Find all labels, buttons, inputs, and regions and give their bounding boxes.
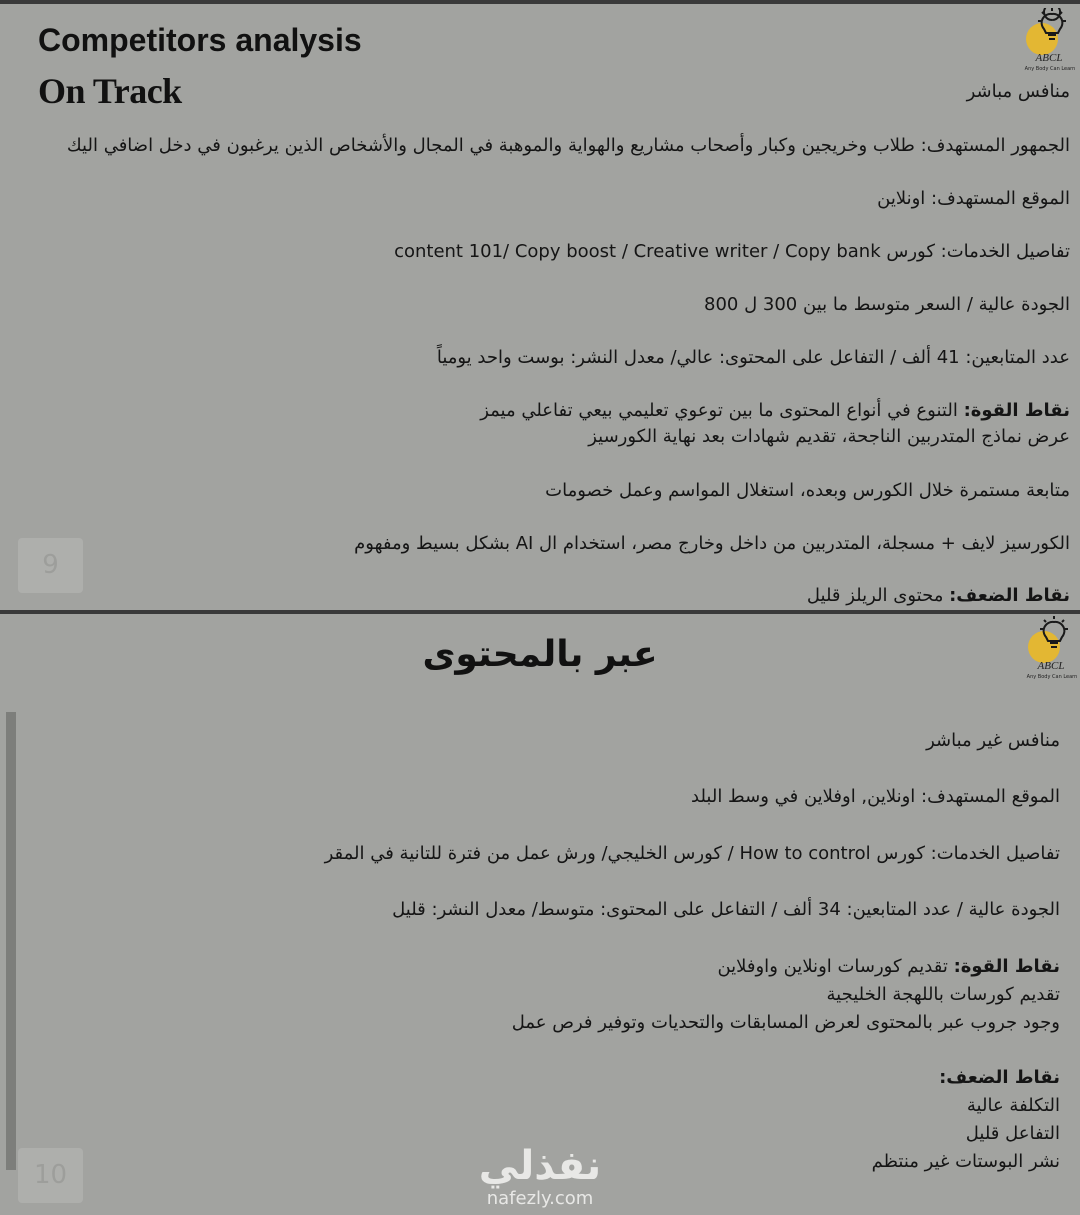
weakness-item: التفاعل قليل — [965, 1123, 1060, 1144]
logo-name: ABCL — [1035, 52, 1063, 64]
followers-engagement: عدد المتابعين: 41 ألف / التفاعل على المحتوى: عالي/ معدل النشر: بوست واحد يومياً — [436, 347, 1070, 368]
nafezly-watermark — [440, 1143, 640, 1209]
weakness-item: التكلفة عالية — [966, 1095, 1060, 1116]
strength-item: متابعة مستمرة خلال الكورس وبعده، استغلال المواسم وعمل خصومات — [545, 480, 1070, 501]
logo-tagline: Any Body Can Learn — [1026, 674, 1078, 680]
page-number: 9 — [18, 538, 83, 593]
quality-followers: الجودة عالية / عدد المتابعين: 34 ألف / التفاعل على المحتوى: متوسط/ معدل النشر: قليل — [392, 899, 1060, 920]
services-details — [325, 840, 1060, 868]
logo-tagline: Any Body Can Learn — [1024, 66, 1076, 72]
weaknesses-label: نقاط الضعف: — [939, 1067, 1060, 1088]
weaknesses-label-line — [939, 1064, 1060, 1092]
audience-label: الجمهور المستهدف: — [920, 135, 1070, 156]
strength-item: عرض نماذج المتدربين الناجحة، تقديم شهادات بعد نهاية الكورسيز — [588, 426, 1070, 447]
strength-item: التنوع في أنواع المحتوى ما بين توعوي تعليمي بيعي تفاعلي ميمز — [480, 400, 958, 421]
location-text: اونلاين — [877, 188, 926, 209]
page-number: 10 — [18, 1148, 83, 1203]
location-label: الموقع المستهدف: — [931, 188, 1070, 209]
weakness-item: محتوى الريلز قليل — [806, 585, 944, 606]
lightbulb-icon — [1016, 8, 1080, 56]
services-label: تفاصيل الخدمات: — [940, 241, 1070, 262]
strength-item: وجود جروب عبر بالمحتوى لعرض المسابقات والتحديات وتوفير فرص عمل — [511, 1012, 1060, 1033]
services-label: تفاصيل الخدمات: — [930, 843, 1060, 864]
strength-item: تقديم كورسات باللهجة الخليجية — [826, 984, 1060, 1005]
competitor-name: عبر بالمحتوى — [422, 634, 658, 675]
services-details — [394, 238, 1070, 266]
location-label: الموقع المستهدف: — [921, 786, 1060, 807]
weakness-item: نشر البوستات غير منتظم — [871, 1151, 1060, 1172]
services-text: كورس content 101/ Copy boost / Creative writer / Copy bank — [394, 241, 935, 262]
strength-item: تقديم كورسات اونلاين واوفلاين — [717, 956, 948, 977]
competitor-type: منافس غير مباشر — [926, 730, 1060, 751]
logo-name: ABCL — [1037, 660, 1065, 672]
quality-price: الجودة عالية / السعر متوسط ما بين 300 ل 800 — [704, 294, 1070, 315]
slide-title: Competitors analysis — [38, 22, 362, 58]
strengths-line-1 — [717, 953, 1060, 981]
target-audience — [67, 132, 1070, 160]
watermark-arabic: نفذلي — [478, 1143, 602, 1189]
strength-item: الكورسيز لايف + مسجلة، المتدربين من داخل وخارج مصر، استخدام ال AI بشكل بسيط ومفهوم — [354, 533, 1070, 554]
strengths-line-1 — [480, 397, 1070, 425]
weaknesses-label: نقاط الضعف: — [949, 585, 1070, 606]
strengths-label: نقاط القوة: — [963, 400, 1070, 421]
abcl-logo — [1018, 616, 1080, 686]
location-text: اونلاين, اوفلاين في وسط البلد — [691, 786, 916, 807]
strengths-label: نقاط القوة: — [953, 956, 1060, 977]
audience-text: طلاب وخريجين وكبار وأصحاب مشاريع والهواية والموهبة في المجال والأشخاص الذين يرغبون في دخل اضافي اليك — [66, 135, 915, 156]
watermark-latin: nafezly.com — [486, 1188, 594, 1209]
target-location — [877, 185, 1070, 213]
weaknesses-line — [807, 582, 1070, 610]
side-bar — [6, 712, 16, 1170]
services-text: كورس How to control / كورس الخليجي/ ورش عمل من فترة للتانية في المقر — [324, 843, 925, 864]
slide-abr-bel-mohtawa — [0, 614, 1080, 1215]
competitor-type: منافس مباشر — [966, 81, 1070, 102]
target-location — [691, 783, 1060, 811]
lightbulb-icon — [1018, 616, 1080, 664]
abcl-logo — [1016, 8, 1080, 78]
competitor-name: On Track — [38, 71, 182, 111]
